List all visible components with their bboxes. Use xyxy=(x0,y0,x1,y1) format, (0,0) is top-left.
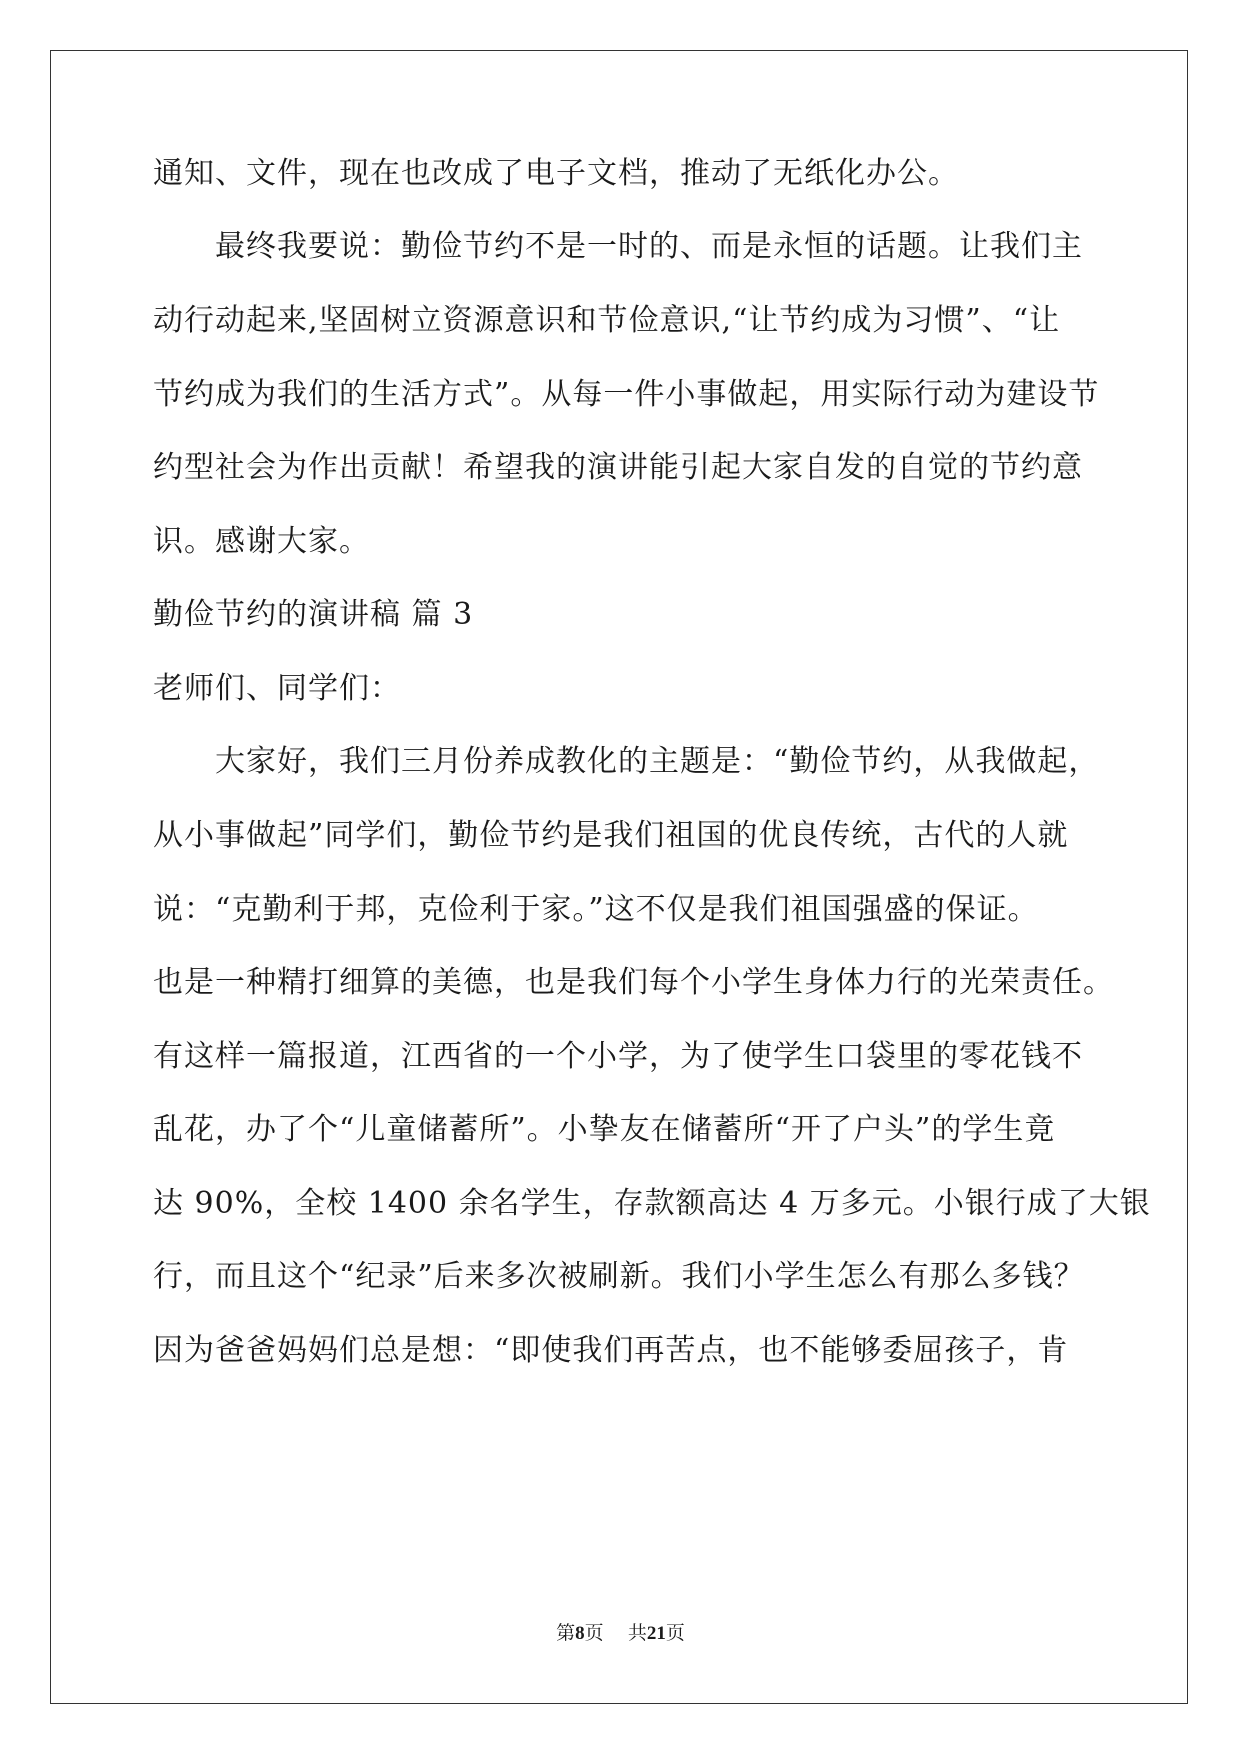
text-line: 也是一种精打细算的美德，也是我们每个小学生身体力行的光荣责任。 xyxy=(153,965,1114,1000)
section-heading: 勤俭节约的演讲稿 篇 3 xyxy=(153,597,474,632)
text-line: 节约成为我们的生活方式”。从每一件小事做起，用实际行动为建设节 xyxy=(153,377,1100,412)
text-line: 因为爸爸妈妈们总是想：“即使我们再苦点，也不能够委屈孩子，肯 xyxy=(153,1333,1069,1368)
text-line: 达 90%，全校 1400 余名学生，存款额高达 4 万多元。小银行成了大银 xyxy=(153,1186,1151,1221)
page-prefix: 第 xyxy=(556,1622,576,1644)
text-line: 行，而且这个“纪录”后来多次被刷新。我们小学生怎么有那么多钱？ xyxy=(153,1259,1085,1294)
page-footer xyxy=(0,1621,1241,1646)
text-line: 通知、文件，现在也改成了电子文档，推动了无纸化办公。 xyxy=(153,156,959,191)
text-line: 约型社会为作出贡献！希望我的演讲能引起大家自发的自觉的节约意 xyxy=(153,450,1083,485)
text-line: 乱花，办了个“儿童储蓄所”。小挚友在储蓄所“开了户头”的学生竟 xyxy=(153,1112,1056,1147)
page-suffix: 页 xyxy=(584,1622,604,1644)
text-line: 识。感谢大家。 xyxy=(153,524,370,559)
total-prefix: 共 xyxy=(627,1622,647,1644)
total-pages: 21 xyxy=(646,1623,666,1644)
text-line: 从小事做起”同学们，勤俭节约是我们祖国的优良传统，古代的人就 xyxy=(153,818,1069,853)
page-number: 8 xyxy=(575,1623,585,1644)
text-line: 说：“克勤利于邦，克俭利于家。”这不仅是我们祖国强盛的保证。 xyxy=(153,892,1039,927)
paragraph-start-line: 最终我要说：勤俭节约不是一时的、而是永恒的话题。让我们主 xyxy=(215,229,1083,264)
text-line: 动行动起来,坚固树立资源意识和节俭意识,“让节约成为习惯”、“让 xyxy=(153,303,1061,338)
salutation: 老师们、同学们： xyxy=(153,671,401,706)
text-line: 有这样一篇报道，江西省的一个小学，为了使学生口袋里的零花钱不 xyxy=(153,1039,1083,1074)
page-border xyxy=(50,50,1188,1704)
paragraph-start-line: 大家好，我们三月份养成教化的主题是：“勤俭节约，从我做起， xyxy=(215,744,1100,779)
total-suffix: 页 xyxy=(665,1622,685,1644)
